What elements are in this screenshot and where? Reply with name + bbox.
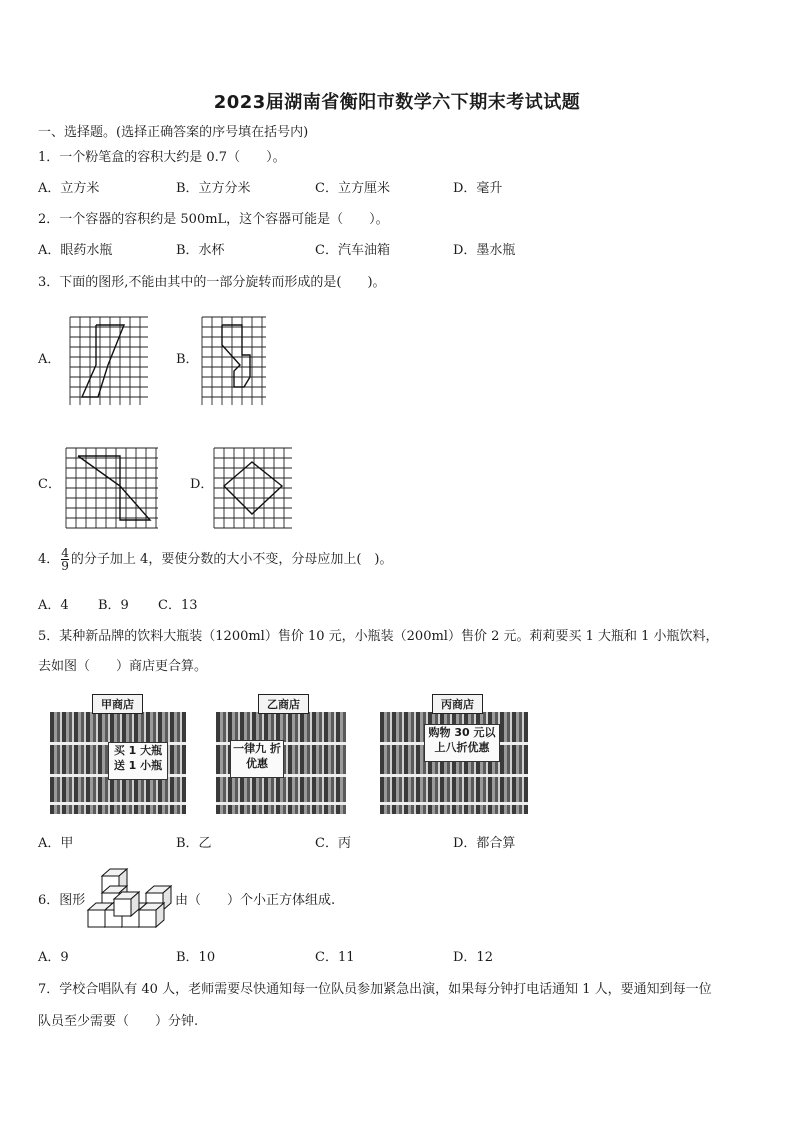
q6-option-a: A．9 [38, 950, 69, 965]
q2-option-b: B．水杯 [176, 243, 225, 258]
question-3: 3．下面的图形,不能由其中的一部分旋转而形成的是( )。 [38, 275, 386, 290]
q2-option-d: D．墨水瓶 [453, 243, 516, 258]
page-title: 2023届湖南省衡阳市数学六下期末考试试题 [213, 92, 581, 113]
q6-option-c: C．11 [315, 950, 355, 965]
q4-text: 的分子加上 4，要使分数的大小不变，分母应加上( )。 [70, 552, 393, 567]
question-7-line-1: 7．学校合唱队有 40 人，老师需要尽快通知每一位队员参加紧急出演，如果每分钟打电话通知 1 人，要通知到每一位 [38, 982, 712, 997]
section-heading: 一、选择题。(选择正确答案的序号填在括号内) [38, 125, 309, 140]
q4-option-a: A．4 [38, 598, 69, 613]
figure-b-shape [222, 325, 250, 387]
q3-grid-figure-d [212, 446, 294, 530]
q6-option-d: D．12 [453, 950, 493, 965]
question-4 [38, 547, 392, 572]
shop-sign-bing: 购物 30 元以 上八折优惠 [424, 724, 500, 762]
q4-fraction [61, 547, 69, 572]
q3-label-c: C． [38, 477, 61, 492]
question-6-prefix: 6．图形 [38, 893, 86, 908]
q5-option-d: D．都合算 [453, 836, 516, 851]
q5-option-a: A．甲 [38, 836, 74, 851]
cube-face [139, 910, 156, 927]
q2-option-a: A．眼药水瓶 [38, 243, 113, 258]
cube-faces [88, 869, 171, 927]
q5-option-c: C．丙 [315, 836, 351, 851]
q4-option-c: C．13 [158, 598, 198, 613]
cube-face [114, 899, 131, 916]
q3-grid-figure-b [200, 315, 268, 407]
q1-option-d: D．毫升 [453, 181, 503, 196]
shop-photo-jia [50, 690, 186, 814]
grid-lines-b [202, 317, 266, 405]
q3-label-a: A． [38, 352, 61, 367]
shop-name-bing: 丙商店 [432, 694, 483, 714]
shop-name-jia: 甲商店 [92, 694, 143, 714]
q3-label-d: D． [190, 477, 214, 492]
q6-option-b: B．10 [176, 950, 216, 965]
cube-stack-figure [84, 860, 178, 932]
q4-fraction-numerator: 4 [61, 546, 69, 560]
question-6-suffix: 由（ ）个小正方体组成. [175, 893, 336, 908]
q4-number: 4． [38, 552, 60, 567]
q1-option-a: A．立方米 [38, 181, 100, 196]
question-5-line-2: 去如图（ ）商店更合算。 [38, 659, 208, 674]
figure-a-shape [82, 325, 124, 397]
q1-option-c: C．立方厘米 [315, 181, 390, 196]
q4-option-b: B．9 [98, 598, 129, 613]
question-5-line-1: 5．某种新品牌的饮料大瓶装（1200ml）售价 10 元，小瓶装（200ml）售价 2 元。莉莉要买 1 大瓶和 1 小瓶饮料， [38, 629, 719, 644]
q1-option-b: B．立方分米 [176, 181, 251, 196]
question-1: 1．一个粉笔盒的容积大约是 0.7（ ）。 [38, 150, 286, 165]
shop-sign-jia: 买 1 大瓶 送 1 小瓶 [108, 742, 168, 780]
cube-face [88, 910, 105, 927]
shop-photo-bing [380, 690, 528, 814]
q2-option-c: C．汽车油箱 [315, 243, 390, 258]
q5-option-b: B．乙 [176, 836, 212, 851]
question-7-line-2: 队员至少需要（ ）分钟. [38, 1014, 199, 1029]
q3-grid-figure-c [64, 446, 160, 530]
grid-lines-c [66, 448, 158, 528]
q3-grid-figure-a [68, 315, 150, 407]
q4-fraction-denominator: 9 [61, 559, 69, 573]
shop-sign-yi: 一律九 折优惠 [230, 740, 284, 778]
shop-photo-yi [216, 690, 346, 814]
q3-label-b: B． [176, 352, 199, 367]
shop-name-yi: 乙商店 [258, 694, 309, 714]
question-2: 2．一个容器的容积约是 500mL，这个容器可能是（ ）。 [38, 212, 389, 227]
